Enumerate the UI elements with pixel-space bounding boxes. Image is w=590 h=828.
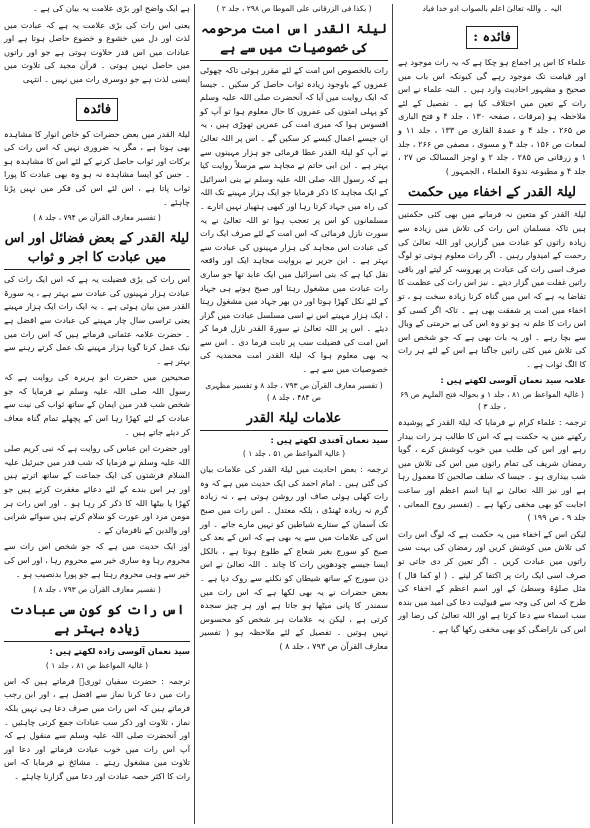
faida-heading: فائدہ xyxy=(76,98,118,121)
alamaat-reference: ( غالیۃ المواعظ ص ۵۱ ، جلد ۱ ) xyxy=(242,449,346,459)
paragraph: لیلۃ القدر کو متعین نہ فرمانے میں بھی کئی حکمتیں ہیں تاکہ مسلمان اس رات کی تلاش میں زیادہ سے زیادہ راتوں کو عبادت میں گزاریں اور اللہ تعالیٰ کی رحمت کے امیدوار رہیں ۔ اگر رات معلوم ہوتی تو لوگ صرف اسی رات کی عبادت پر بھروسہ کر لیتے اور باقی راتیں غفلت میں گزار دیتے ۔ نیز اس رات کی عظمت کا تقاضا یہ ہے کہ اس میں گناہ کرنا زیادہ سخت ہو ، تو اخفاء میں امت پر شفقت بھی ہے ۔ تاکہ اگر کسی کو اس رات کا علم نہ ہو تو وہ اس کی بے حرمتی کے وبال سے بچا رہے ۔ اور یہ بات بھی ہے کہ جو شخص اس کی تلاش میں کئی راتیں جاگتا ہے اس کے لئے ہر رات کا الگ ثواب ہے ۔ xyxy=(398,209,586,369)
fazail-heading: لیلۃ القدر کے بعض فضائل اور اس میں عبادت کا اجر و ثواب xyxy=(4,229,190,270)
top-reference: ( بکذا فی الزرقانی علی الموطا ص ۲۹۸ ، جلد ۲ ) xyxy=(216,4,372,13)
fazail-reference: ( تفسیر معارف القرآن ص ۷۹۳ ، جلد ۸ ) xyxy=(33,585,161,595)
alamaat-heading: علامات لیلۃ القدر xyxy=(200,409,388,431)
faida-reference: ( تفسیر معارف القرآن ص ۷۹۴ ، جلد ۸ ) xyxy=(33,213,161,223)
paragraph: لیلۃ القدر میں بعض حضرات کو خاص انوار کا مشاہدہ بھی ہوتا ہے ، مگر یہ ضروری نہیں کہ اس رات کی برکات اور ثواب حاصل کرنے کے لئے اس کا مشاہدہ ہو ۔ جس کو ایسا مشاہدہ نہ ہو وہ بھی عبادت کا پورا ثواب پاتا ہے ، اس لئے اس کی فکر میں نہیں پڑنا چاہئے ۔ xyxy=(4,128,190,207)
allama-reference: ( غالیۃ المواعظ ص ۸۱ ، جلد ۱ و بحوالہ فتح الملہم ص ۶۹ ، جلد ۳ ) xyxy=(400,390,584,412)
paragraph: اور حضرت ابن عباس کی روایت ہے کہ نبی کریم صلی اللہ علیہ وسلم نے فرمایا کہ شب قدر میں جبرئیل علیہ السلام فرشتوں کی ایک جماعت کے ساتھ اترتے ہیں اور ہر اس بندے کے لئے دعائے مغفرت کرتے ہیں جو کھڑا یا بیٹھا اللہ کا ذکر کر رہا ہو ۔ اور اس رات ہر مومن مرد اور عورت کو سلام کرتے ہیں سوائے شرابی اور والدین کے نافرمان کے ۔ xyxy=(3,443,190,535)
right-column xyxy=(394,0,590,828)
faida-heading: فائدہ : xyxy=(466,26,518,49)
column-divider xyxy=(194,4,195,824)
hikmat-heading: لیلۃ القدر کے اخفاء میں حکمت xyxy=(398,183,586,205)
paragraph: ترجمہ : بعض احادیث میں لیلۃ القدر کی علامات بیان کی گئی ہیں ۔ امام احمد کی ایک حدیث میں ہے کہ وہ رات کھلی ہوئی صاف اور روشن ہوتی ہے ، نہ زیادہ گرم نہ زیادہ ٹھنڈی ، بلکہ معتدل ۔ اس رات میں صبح تک آسمان کے ستارے شیاطین کو نہیں مارے جاتے ۔ اور اس کی علامات میں سے یہ بھی ہے کہ اس کے بعد کی صبح کو سورج بغیر شعاع کے طلوع ہوتا ہے ، بالکل ایسا جیسے چودھویں رات کا چاند ۔ اللہ تعالیٰ نے اس دن سورج کے ساتھ شیطان کو نکلنے سے روک دیا ہے ۔ بعض حضرات نے یہ بھی لکھا ہے کہ اس رات میں سمندر کا پانی میٹھا ہو جاتا ہے اور ہر چیز سجدہ کرتی ہے ، لیکن یہ علامات ہر شخص کو محسوس نہیں ہوتیں ۔ تفصیل کے لئے ملاحظہ ہو ( تفسیر معارف القرآن ص ۷۹۳ ، جلد ۸ ) xyxy=(200,464,388,651)
khasusiyat-reference: ( تفسیر معارف القرآن ص ۷۹۳ ، جلد ۸ و تفسیر مظہری ص ۴۸۴ ، جلد ۸ ) xyxy=(205,380,383,402)
paragraph: یعنی اس رات کی بڑی علامت یہ ہے کہ عبادت میں لذت اور دل میں خشوع و خضوع حاصل ہوتا ہے اور عبادات میں اس قدر حلاوت ہوتی ہے جو اور راتوں میں حاصل نہیں ہوتی ۔ قرآن مجید کی تلاوت میں ایسی لذت ہے جو دوسری رات میں نہیں ۔ انتہی xyxy=(4,19,190,84)
kaunsi-reference: ( غالیۃ المواعظ ص ۸۱ ، جلد ۱ ) xyxy=(45,660,149,670)
column-divider xyxy=(392,4,393,824)
alamaat-label: سید نعمان آفندی لکھتے ہیں : xyxy=(270,434,388,445)
paragraph: ترجمہ : علماء کرام نے فرمایا کہ لیلۃ القدر کے پوشیدہ رکھنے میں یہ حکمت ہے کہ اس کا طالب ہر رات بیدار رہے اور اس کی طلب میں خوب کوشش کرے ، گویا رمضان شریف کی تمام راتوں میں اس کی تلاش میں شب بیداری ہو ۔ جیسا کہ سلف صالحین کا معمول رہا ہے اور نیز اللہ تعالیٰ نے اپنا اسم اعظم اور ساعت اجابت کو بھی مخفی رکھا ہے ۔ (تفسیر روح المعانی ، جلد ۹ ، ص ۱۹۹ ) xyxy=(398,417,586,523)
kaunsi-label: سید نعمان آلوسی زادہ لکھتے ہیں : xyxy=(49,646,190,657)
paragraph: لیکن اس کے اخفاء میں یہ حکمت ہے کہ لوگ اس رات کی تلاش میں کوشش کریں اور رمضان کی بہت سی راتوں میں عبادت کریں ۔ اگر تعین کر دی جاتی تو صرف اسی ایک رات پر اکتفا کر لیتے ۔ ( او کما قال ) مثل صلوٰۃ وسطیٰ کے اور اسم اعظم کے اخفاء کی طرح کہ اس کی وجہ سے قبولیت دعا کی امید میں بندہ سب اسماء سے دعا کرتا ہے اور اللہ تعالیٰ کی رضا اور اس کی ناراضگی کو بھی مخفی رکھا گیا ہے ۔ xyxy=(398,528,586,634)
paragraph: رات بالخصوص اس امت کے لئے مقرر ہوئی تاکہ چھوٹی عمروں کے باوجود زیادہ ثواب حاصل کر سکیں ۔ جیسا کہ ایک روایت میں آیا کہ آنحضرت صلی اللہ علیہ وسلم کو پہلی امتوں کی عمروں کا حال معلوم ہوا تو آپ کو افسوس ہوا کہ میری امت کی عمریں تھوڑی ہیں ، یہ ان جیسے اعمال کیسے کر سکیں گے ۔ اس پر اللہ تعالیٰ نے آپ کو لیلۃ القدر عطا فرمائی جو ہزار مہینوں سے بہتر ہے ۔ ابن ابی حاتم نے مجاہد سے مرسلاً روایت کیا ہے کہ رسول اللہ صلی اللہ علیہ وسلم نے بنی اسرائیل کے ایک مجاہد کا ذکر فرمایا جو ایک ہزار مہینے تک اللہ کی راہ میں جہاد کرتا رہا اور کبھی ہتھیار نہیں اتارے ۔ مسلمانوں کو اس پر تعجب ہوا تو اللہ تعالیٰ نے یہ سورت نازل فرمائی کہ اس امت کے لئے صرف ایک رات کی عبادت اس مجاہد کی ہزار مہینوں کی عبادت سے بہتر ہے ۔ ابن جریر نے بروایت مجاہد ایک اور واقعہ نقل کیا ہے کہ بنی اسرائیل میں ایک عابد تھا جو ساری رات عبادت میں مشغول رہتا اور صبح ہوتے ہی جہاد کے لئے نکل کھڑا ہوتا اور دن بھر جہاد میں مشغول رہتا ، ایک ہزار مہینے اس نے اسی مسلسل عبادت میں گزار دیئے ۔ اس پر اللہ تعالیٰ نے سورۃ القدر نازل فرما کر اس امت کی فضیلت سب پر ثابت فرما دی ۔ اس سے یہ بھی معلوم ہوا کہ لیلۃ القدر امت محمدیہ کی خصوصیات میں سے ہے ۔ xyxy=(200,65,388,375)
paragraph: علماء کا اس پر اجماع ہو چکا ہے کہ یہ رات موجود ہے اور قیامت تک موجود رہے گی کیونکہ اس باب میں صحیح و مشہور احادیث وارد ہیں ۔ البتہ علماء نے اس رات کے تعین میں اختلاف کیا ہے ۔ تفصیل کے لئے ملاحظہ ہو (مرقات ، صفحہ ۱۳۰ ، جلد ۴ و فتح الباری ص ۲۶۵ ، جلد ۴ و عمدۃ القاری ص ۱۳۳ ، جلد ۱۱ و لمعات ص ۱۵۶ ، جلد ۴ و مسوی ، مصفی ص ۲۶۶ ، جلد ۱ و زرقانی ص ۲۸۵ ، جلد ۲ و اوجز المسالک ص ۲۷ ، جلد ۴ و مطبوعہ ندوۃ العلماء ، الجمہور ) xyxy=(398,57,587,176)
middle-column xyxy=(196,0,392,828)
kaunsi-ibadat-heading: اس رات کو کون سی عبادت زیادہ بہتر ہے xyxy=(4,601,190,642)
allama-label: علامہ سید نعمان آلوسی لکھتے ہیں : xyxy=(440,375,586,386)
paragraph: اور ایک حدیث میں ہے کہ جو شخص اس رات سے محروم رہا وہ ساری خیر سے محروم رہا ، اور اس کی خیر سے وہی محروم رہتا ہے جو پورا بدنصیب ہو ۔ xyxy=(4,541,190,579)
paragraph: اس رات کی بڑی فضیلت یہ ہے کہ اس ایک رات کی عبادت ہزار مہینوں کی عبادت سے بہتر ہے ، یہ سورۃ القدر میں بیان ہوئی ہے ۔ یہ ایک رات ایک ہزار مہینے یعنی تراسی سال چار مہینے کی عبادت سے افضل ہے ۔ حضرت علامہ عثمانی فرماتے ہیں کہ اس رات میں نیک عمل کرنا گویا ہزار مہینے تک عمل کرتے رہنے سے بہتر ہے ۔ xyxy=(4,274,190,366)
paragraph: صحیحین میں حضرت ابو ہریرہ کی روایت ہے کہ رسول اللہ صلی اللہ علیہ وسلم نے فرمایا کہ جو شخص شب قدر میں ایمان کے ساتھ ثواب کی نیت سے عبادت کے لئے کھڑا رہا اس کے پچھلے تمام گناہ معاف کر دیئے جاتے ہیں ۔ xyxy=(4,372,190,437)
paragraph: ہے ایک واضح اور بڑی علامت یہ بیان کی ہے ۔ xyxy=(33,3,190,13)
left-column xyxy=(0,0,194,828)
paragraph: ترجمہ : حضرت سفیان ثوریؒ فرماتے ہیں کہ اس رات میں دعا کرنا نماز سے افضل ہے ، اور ابن رجب فرماتے ہیں کہ اس رات میں صرف دعا ہی نہیں بلکہ نماز ، تلاوت اور ذکر سب عبادات جمع کرنی چاہئیں ۔ اور آنحضرت صلی اللہ علیہ وسلم سے منقول ہے کہ آپ اس رات میں خوب عبادت فرماتے اور دعا اور تلاوت میں مشغول رہتے ۔ مشائخ نے فرمایا کہ اس رات کا اکثر حصہ عبادت اور دعا میں گزارنا چاہئے ۔ xyxy=(4,675,190,781)
khasusiyat-heading: لیلۃ القدر اس امت مرحومہ کی خصوصیات میں سے ہے xyxy=(200,20,388,61)
top-line: الیہ ۔ واللہ تعالیٰ اعلم بالصواب ادو خدا فیاد xyxy=(422,4,562,13)
